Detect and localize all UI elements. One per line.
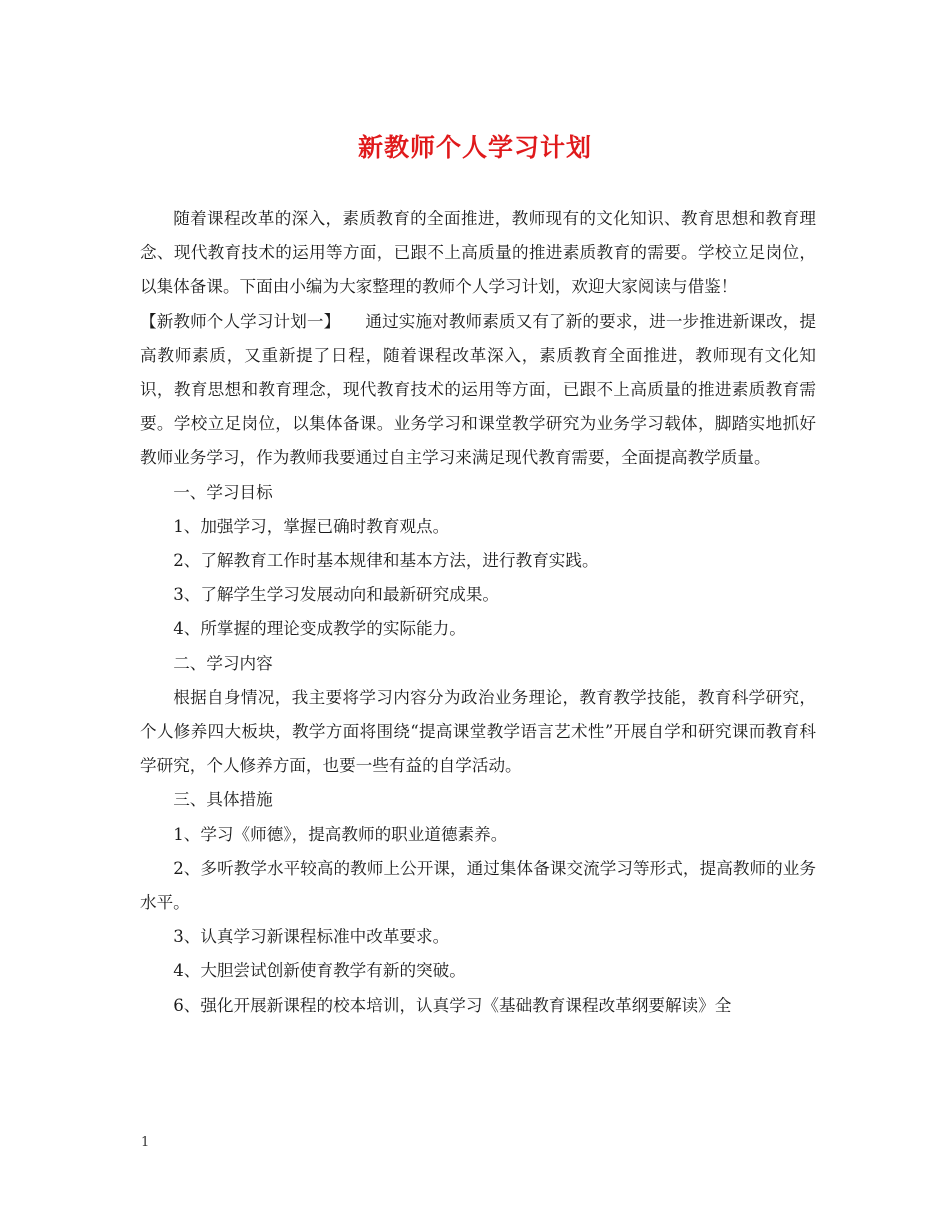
paragraph: 随着课程改革的深入，素质教育的全面推进，教师现有的文化知识、教育思想和教育理念、现代教育技术的运用等方面，已跟不上高质量的推进素质教育的需要。学校立足岗位，以集体备课。下面由小编为大家整理的教师个人学习计划，欢迎大家阅读与借鉴！	[140, 209, 816, 297]
paragraph: 4、所掌握的理论变成教学的实际能力。	[173, 619, 466, 639]
page-number: 1	[141, 1135, 150, 1150]
paragraph: 1、学习《师德》，提高教师的职业道德素养。	[173, 824, 508, 844]
document-body	[140, 202, 816, 1023]
paragraph: 6、强化开展新课程的校本培训，认真学习《基础教育课程改革纲要解读》全	[173, 995, 732, 1015]
paragraph: 二、学习内容	[173, 653, 273, 673]
paragraph: 3、认真学习新课程标准中改革要求。	[173, 927, 450, 947]
paragraph: 根据自身情况，我主要将学习内容分为政治业务理论，教育教学技能，教育科学研究，个人修养四大板块，教学方面将围绕“提高课堂教学语言艺术性”开展自学和研究课而教育科学研究，个人修养方面，也要一些有益的自学活动。	[140, 687, 816, 776]
paragraph: 三、具体措施	[173, 790, 273, 810]
paragraph: 2、了解教育工作时基本规律和基本方法，进行教育实践。	[173, 551, 599, 571]
page-title: 新教师个人学习计划	[357, 133, 592, 162]
paragraph: 1、加强学习，掌握已确时教育观点。	[173, 516, 450, 536]
paragraph: 【新教师个人学习计划一】 通过实施对教师素质又有了新的要求，进一步推进新课改，提高教师素质，又重新提了日程，随着课程改革深入，素质教育全面推进，教师现有文化知识，教育思想和教育理念，现代教育技术的运用等方面，已跟不上高质量的推进素质教育需要。学校立足岗位，以集体备课。业务学习和课堂教学研究为业务学习载体，脚踏实地抓好教师业务学习，作为教师我要通过自主学习来满足现代教育需要，全面提高教学质量。	[140, 311, 816, 468]
paragraph: 一、学习目标	[173, 482, 273, 502]
paragraph: 3、了解学生学习发展动向和最新研究成果。	[173, 585, 500, 605]
paragraph: 2、多听教学水平较高的教师上公开课，通过集体备课交流学习等形式，提高教师的业务水平。	[140, 858, 816, 913]
paragraph: 4、大胆尝试创新使育教学有新的突破。	[173, 961, 466, 981]
